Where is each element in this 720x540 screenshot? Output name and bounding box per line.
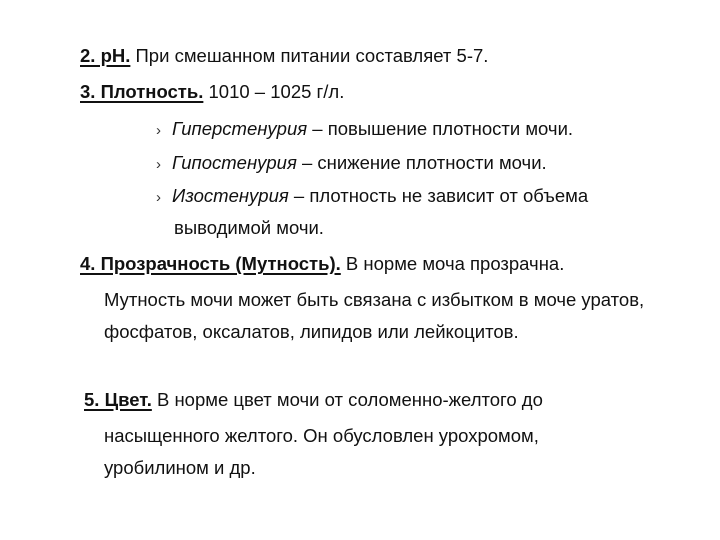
item-color-heading: 5. Цвет. (84, 389, 152, 410)
item-transparency-text: В норме моча прозрачна. (340, 253, 565, 274)
bullet-chevron-icon: › (156, 122, 161, 139)
item-ph-heading: 2. pH. (80, 45, 131, 66)
bullet-term: Гипостенурия (172, 152, 297, 173)
bullet-chevron-icon: › (156, 189, 161, 206)
bullet-text: – плотность не зависит от объема (288, 185, 589, 206)
item-transparency (80, 252, 564, 276)
item-color-text: В норме цвет мочи от соломенно-желтого до (151, 389, 543, 410)
bullet-hypersthenuria (156, 117, 573, 143)
bullet-text: – повышение плотности мочи. (307, 118, 574, 139)
item-transparency-heading: 4. Прозрачность (Мутность). (80, 253, 341, 274)
bullet-term: Изостенурия (172, 185, 289, 206)
color-line-2: насыщенного желтого. Он обусловлен урохромом, (104, 425, 539, 446)
color-line-3: уробилином и др. (104, 457, 256, 478)
item-ph-text: При смешанном питании составляет 5-7. (130, 45, 489, 66)
item-density (80, 80, 344, 104)
item-color (84, 388, 543, 412)
item-density-heading: 3. Плотность. (80, 81, 204, 102)
transparency-line-2: Мутность мочи может быть связана с избытком в моче уратов, (104, 289, 645, 310)
bullet-isosthenuria (156, 184, 588, 210)
bullet-term: Гиперстенурия (172, 118, 308, 139)
bullet-hyposthenuria (156, 151, 547, 177)
item-ph (80, 44, 488, 68)
bullet-isosthenuria-continuation: выводимой мочи. (174, 217, 324, 238)
bullet-text: – снижение плотности мочи. (296, 152, 547, 173)
transparency-line-3: фосфатов, оксалатов, липидов или лейкоцитов. (104, 321, 519, 342)
bullet-chevron-icon: › (156, 156, 161, 173)
item-density-text: 1010 – 1025 г/л. (203, 81, 345, 102)
